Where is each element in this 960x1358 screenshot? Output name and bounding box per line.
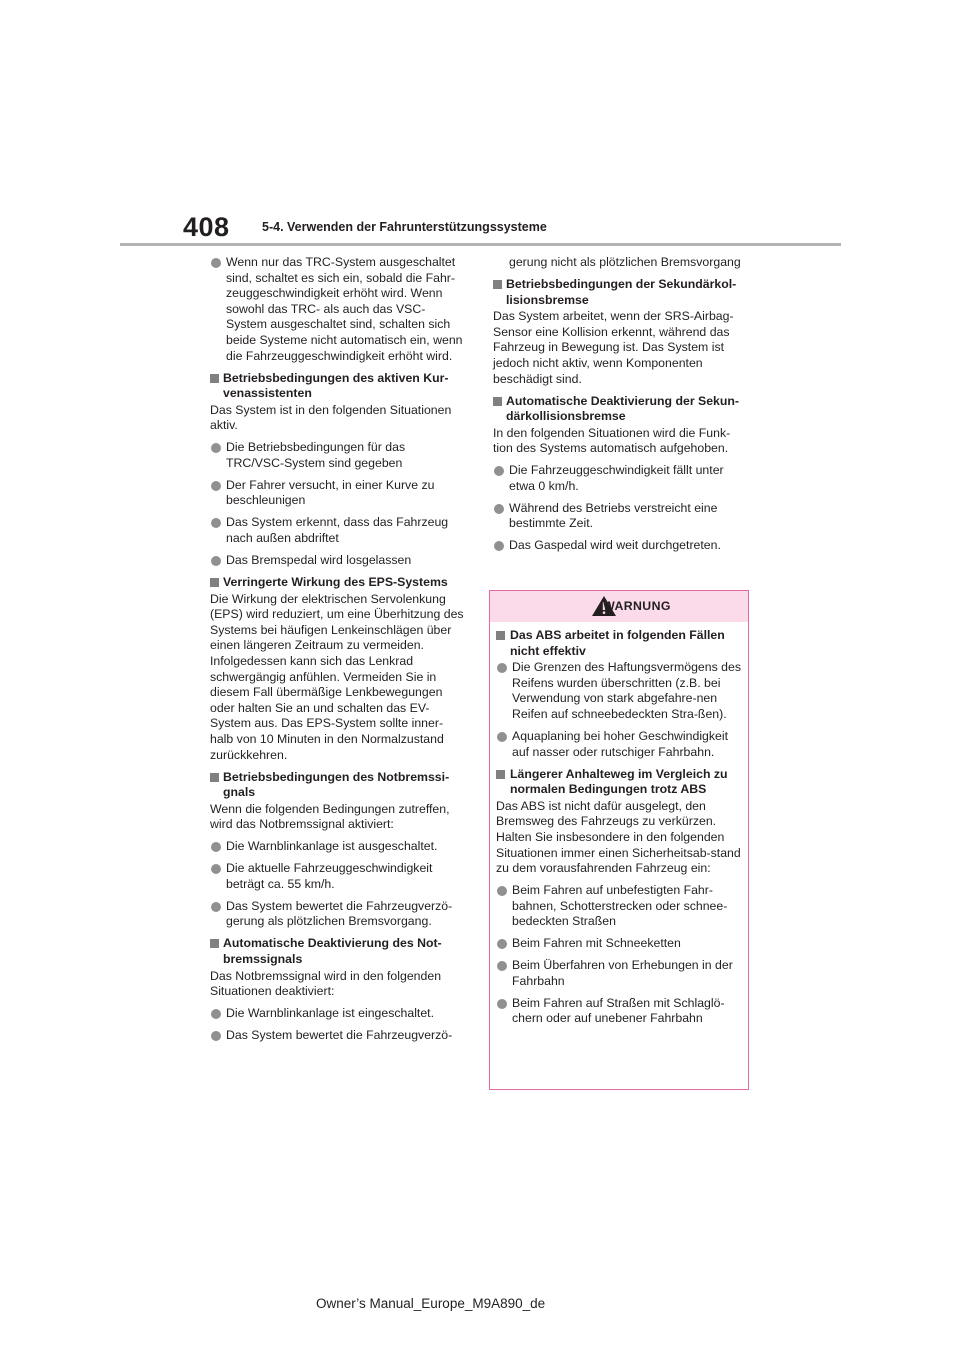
subheading: Betriebsbedingungen des Notbremssi-gnals	[210, 770, 464, 801]
bullet-item: Die Warnblinkanlage ist ausgeschaltet.	[210, 839, 464, 855]
bullet-item: Aquaplaning bei hoher Geschwindigkeit auf nasser oder rutschiger Fahrbahn.	[496, 729, 742, 760]
warning-header	[490, 591, 748, 622]
subheading: Automatische Deaktivierung des Not-bremssignals	[210, 936, 464, 967]
warning-box	[489, 590, 749, 1090]
bullet-item: Die Betriebsbedingungen für das TRC/VSC-System sind gegeben	[210, 440, 464, 471]
bullet-item: Während des Betriebs verstreicht eine bestimmte Zeit.	[493, 501, 747, 532]
subheading: Das ABS arbeitet in folgenden Fällen nicht effektiv	[496, 628, 742, 659]
paragraph: In den folgenden Situationen wird die Funk-tion des Systems automatisch aufgehoben.	[493, 425, 731, 456]
bullet-item: Das System erkennt, dass das Fahrzeug nach außen abdriftet	[210, 515, 464, 546]
bullet-item: Das System bewertet die Fahrzeugverzö-	[210, 1028, 464, 1044]
bullet-item: Die Grenzen des Haftungsvermögens des Reifens wurden überschritten (z.B. bei Verwendung von stark abgefahre-nen Reifen auf schneebedeckten Stra-ßen).	[496, 660, 742, 722]
subheading: Betriebsbedingungen des aktiven Kur-venassistenten	[210, 371, 464, 402]
section-title: 5-4. Verwenden der Fahrunterstützungssysteme	[262, 220, 547, 234]
warning-body	[490, 622, 748, 1027]
paragraph: Das ABS ist nicht dafür ausgelegt, den Bremsweg des Fahrzeugs zu verkürzen. Halten Sie insbesondere in den folgenden Situationen immer einen Sicherheitsab-stand zu dem vorausfahrenden Fahrzeug ein:	[496, 798, 741, 876]
right-column	[493, 255, 747, 560]
subheading: Betriebsbedingungen der Sekundärkol-lisionsbremse	[493, 277, 747, 308]
footer-text: Owner’s Manual_Europe_M9A890_de	[316, 1296, 546, 1311]
header-divider	[120, 243, 841, 246]
paragraph: Das Notbremssignal wird in den folgenden Situationen deaktiviert:	[210, 968, 442, 999]
paragraph: Das System arbeitet, wenn der SRS-Airbag-Sensor eine Kollision erkennt, während das Fahrzeug in Bewegung ist. Das System ist jedoch nicht aktiv, wenn Komponenten beschädigt sind.	[493, 309, 734, 386]
subheading: Verringerte Wirkung des EPS-Systems	[210, 575, 464, 591]
subheading: Automatische Deaktivierung der Sekun-därkollisionsbremse	[493, 394, 747, 425]
bullet-item: Wenn nur das TRC-System ausgeschaltet sind, schaltet es sich ein, sobald die Fahr-zeuggeschwindigkeit erhöht wird. Wenn sowohl das TRC- als auch das VSC-System ausgeschaltet sind, schalten sich beide Systeme nicht automatisch ein, wenn die Fahrzeuggeschwindigkeit erhöht wird.	[210, 255, 464, 364]
warning-title: WARNUNG	[603, 599, 671, 613]
paragraph: Die Wirkung der elektrischen Servolenkung (EPS) wird reduziert, um eine Überhitzung des Systems bei häufigen Lenkeinschlägen über einen längeren Zeitraum zu vermeiden. Infolgedessen kann sich das Lenkrad schwergängig anfühlen. Vermeiden Sie in diesem Fall übermäßige Lenkbewegungen oder halten Sie an und schalten das EV-System aus. Das EPS-System sollte inner-halb von 10 Minuten in den Normalzustand zurückkehren.	[210, 591, 464, 762]
bullet-item: Die Warnblinkanlage ist eingeschaltet.	[210, 1006, 464, 1022]
bullet-item: Beim Fahren mit Schneeketten	[496, 936, 742, 952]
bullet-item: Die Fahrzeuggeschwindigkeit fällt unter etwa 0 km/h.	[493, 463, 747, 494]
bullet-item: Beim Fahren auf unbefestigten Fahr-bahnen, Schotterstrecken oder schnee-bedeckten Straßen	[496, 883, 742, 930]
bullet-continuation: gerung nicht als plötzlichen Bremsvorgang	[509, 255, 741, 269]
paragraph: Wenn die folgenden Bedingungen zutreffen, wird das Notbremssignal aktiviert:	[210, 801, 450, 832]
bullet-item: Das Gaspedal wird weit durchgetreten.	[493, 538, 747, 554]
bullet-item: Beim Fahren auf Straßen mit Schlaglö-chern oder auf unebener Fahrbahn	[496, 996, 742, 1027]
left-column	[210, 255, 464, 1050]
page-number: 408	[183, 212, 230, 242]
bullet-item: Der Fahrer versucht, in einer Kurve zu beschleunigen	[210, 478, 464, 509]
paragraph: Das System ist in den folgenden Situationen aktiv.	[210, 402, 452, 433]
bullet-item: Das Bremspedal wird losgelassen	[210, 553, 464, 569]
subheading: Längerer Anhalteweg im Vergleich zu normalen Bedingungen trotz ABS	[496, 767, 742, 798]
bullet-item: Die aktuelle Fahrzeuggeschwindigkeit beträgt ca. 55 km/h.	[210, 861, 464, 892]
bullet-item: Beim Überfahren von Erhebungen in der Fahrbahn	[496, 958, 742, 989]
bullet-item: Das System bewertet die Fahrzeugverzö-gerung als plötzlichen Bremsvorgang.	[210, 899, 464, 930]
